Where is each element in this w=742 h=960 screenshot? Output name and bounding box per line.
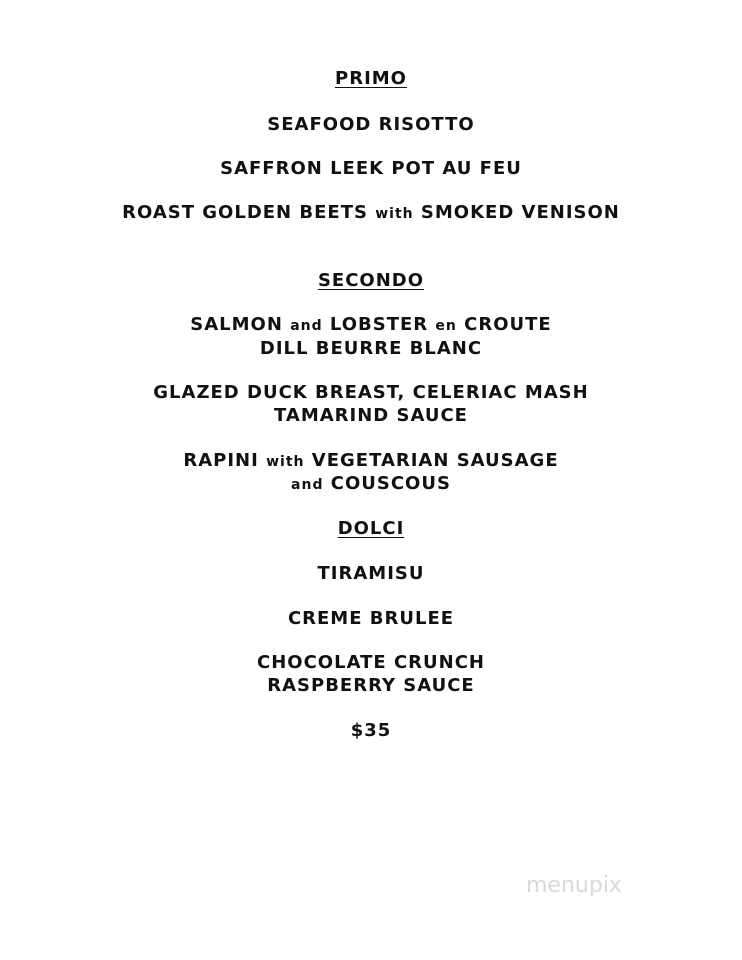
- item-text: VEGETARIAN SAUSAGE: [304, 450, 559, 471]
- menu-item-salmon-sauce: DILL BEURRE BLANC: [259, 338, 483, 359]
- menu-item-duck-sauce: TAMARIND SAUCE: [274, 405, 468, 426]
- menu-price: $35: [350, 720, 392, 741]
- menu-item-rapini-couscous: [0, 473, 742, 496]
- menu-item-salmon-lobster: [0, 314, 742, 337]
- item-connector: with: [266, 454, 305, 470]
- item-connector: en: [435, 318, 457, 334]
- menu-item-chocolate-crunch: CHOCOLATE CRUNCH: [257, 652, 485, 673]
- primo-heading: PRIMO: [335, 68, 407, 89]
- menu-item-rapini: [0, 450, 742, 473]
- item-text: LOBSTER: [322, 314, 436, 335]
- menu-item-tiramisu: TIRAMISU: [317, 563, 425, 584]
- item-text: CROUTE: [456, 314, 552, 335]
- secondo-heading: SECONDO: [317, 270, 425, 291]
- item-text: ROAST GOLDEN BEETS: [122, 202, 376, 223]
- item-connector: and: [290, 318, 323, 334]
- menu-item-saffron-leek-pot-au-feu: SAFFRON LEEK POT AU FEU: [220, 158, 522, 179]
- menupix-watermark: menupix: [526, 873, 622, 898]
- menu-item-roast-golden-beets: [0, 202, 742, 225]
- item-text: COUSCOUS: [323, 473, 451, 494]
- item-connector: with: [375, 206, 414, 222]
- item-text: SMOKED VENISON: [413, 202, 620, 223]
- dolci-heading: DOLCI: [337, 518, 405, 539]
- menu-item-creme-brulee: CREME BRULEE: [287, 608, 455, 629]
- menu-item-seafood-risotto: SEAFOOD RISOTTO: [267, 114, 475, 135]
- item-text: SALMON: [190, 314, 291, 335]
- item-text: RAPINI: [183, 450, 267, 471]
- menu-item-raspberry-sauce: RASPBERRY SAUCE: [267, 675, 475, 696]
- menu-item-glazed-duck-breast: GLAZED DUCK BREAST, CELERIAC MASH: [153, 382, 589, 403]
- item-connector: and: [291, 477, 324, 493]
